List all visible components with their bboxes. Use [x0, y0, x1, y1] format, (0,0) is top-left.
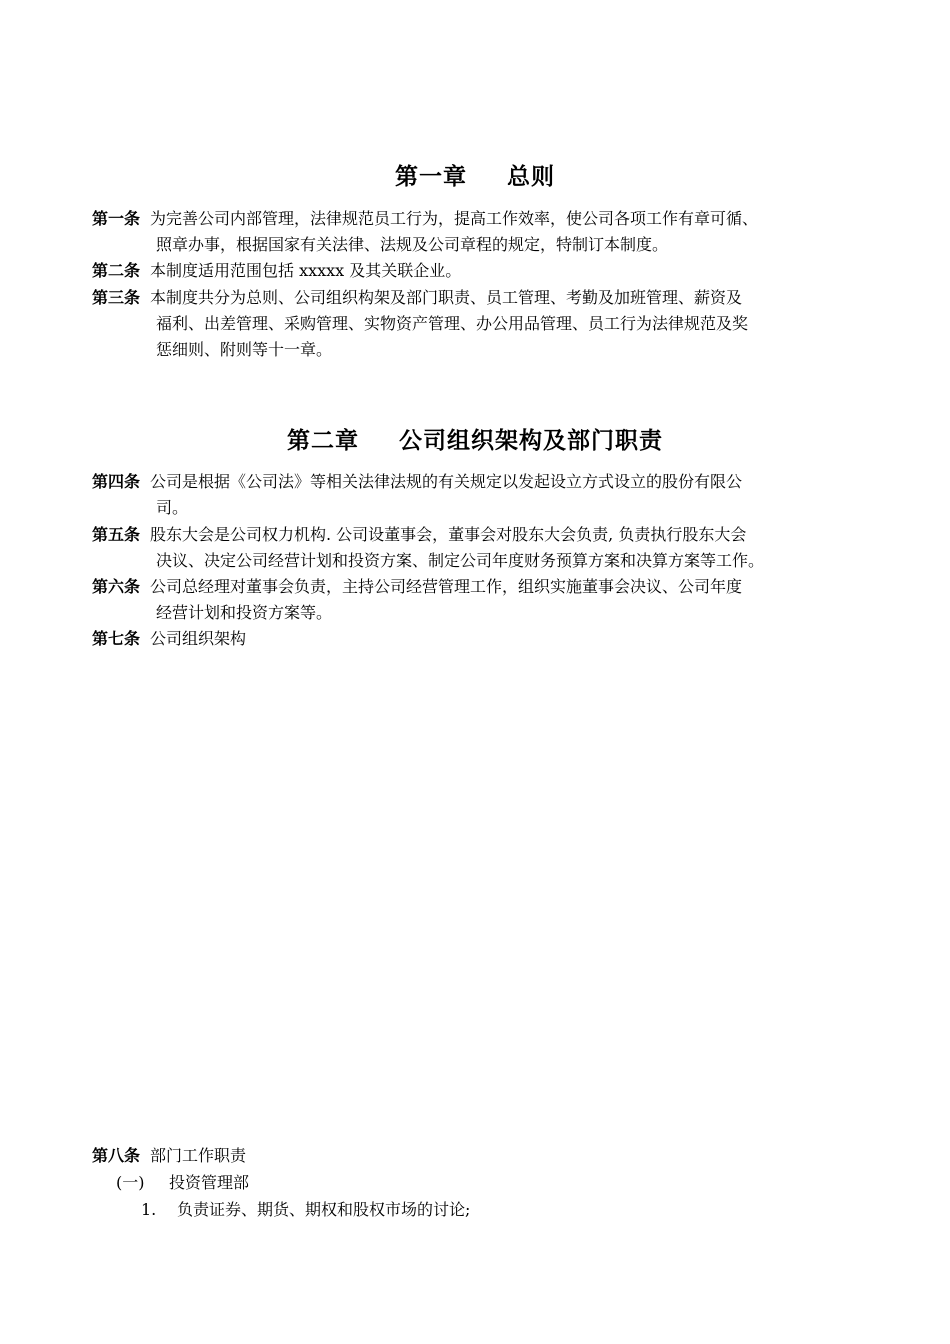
list-item-number: 1. — [141, 1200, 157, 1219]
article-2 — [92, 258, 882, 284]
article-5-line-1: 股东大会是公司权力机构. 公司设董事会，董事会对股东大会负责, 负责执行股东大会 — [150, 525, 747, 544]
org-chart-area — [92, 660, 882, 1130]
article-4-label: 第四条 — [92, 472, 141, 491]
article-8-line-1: 部门工作职责 — [150, 1146, 247, 1165]
article-8 — [92, 1143, 882, 1169]
article-4-line-2: 司。 — [156, 498, 189, 517]
article-2-line-1: 本制度适用范围包括 xxxxx 及其关联企业。 — [150, 261, 462, 280]
article-1-label: 第一条 — [92, 209, 141, 228]
article-3-line-3: 惩细则、附则等十一章。 — [156, 340, 333, 359]
article-2-label: 第二条 — [92, 261, 141, 280]
article-3-line-2: 福利、出差管理、采购管理、实物资产管理、办公用品管理、员工行为法律规范及奖 — [156, 314, 749, 333]
article-6 — [92, 574, 882, 626]
article-6-line-2: 经营计划和投资方案等。 — [156, 603, 333, 622]
article-6-line-1: 公司总经理对董事会负责，主持公司经营管理工作，组织实施董事会决议、公司年度 — [150, 577, 743, 596]
article-3-label: 第三条 — [92, 288, 141, 307]
article-8-label: 第八条 — [92, 1146, 141, 1165]
article-5-line-2: 决议、决定公司经营计划和投资方案、制定公司年度财务预算方案和决算方案等工作。 — [156, 551, 765, 570]
chapter-2-number: 第二章 — [287, 428, 359, 454]
chapter-2-heading — [0, 422, 950, 455]
article-4 — [92, 469, 882, 521]
article-1-line-1: 为完善公司内部管理，法律规范员工行为，提高工作效率，使公司各项工作有章可循、 — [150, 209, 759, 228]
article-6-label: 第六条 — [92, 577, 141, 596]
article-7 — [92, 626, 882, 652]
section-1 — [116, 1170, 249, 1196]
section-1-text: 投资管理部 — [169, 1173, 250, 1192]
list-item — [141, 1197, 470, 1223]
article-3 — [92, 285, 882, 363]
list-item-text: 负责证券、期货、期权和股权市场的讨论; — [177, 1200, 471, 1219]
chapter-1-title: 总则 — [507, 164, 555, 190]
article-5-label: 第五条 — [92, 525, 141, 544]
article-7-label: 第七条 — [92, 629, 141, 648]
article-1 — [92, 206, 882, 258]
section-1-number: (一) — [116, 1173, 145, 1192]
chapter-1-heading — [0, 158, 950, 191]
article-4-line-1: 公司是根据《公司法》等相关法律法规的有关规定以发起设立方式设立的股份有限公 — [150, 472, 743, 491]
article-5 — [92, 522, 882, 574]
article-3-line-1: 本制度共分为总则、公司组织构架及部门职责、员工管理、考勤及加班管理、薪资及 — [150, 288, 743, 307]
chapter-1-number: 第一章 — [395, 164, 467, 190]
chapter-2-title: 公司组织架构及部门职责 — [399, 428, 663, 454]
article-1-line-2: 照章办事，根据国家有关法律、法规及公司章程的规定，特制订本制度。 — [156, 235, 669, 254]
article-7-line-1: 公司组织架构 — [150, 629, 247, 648]
